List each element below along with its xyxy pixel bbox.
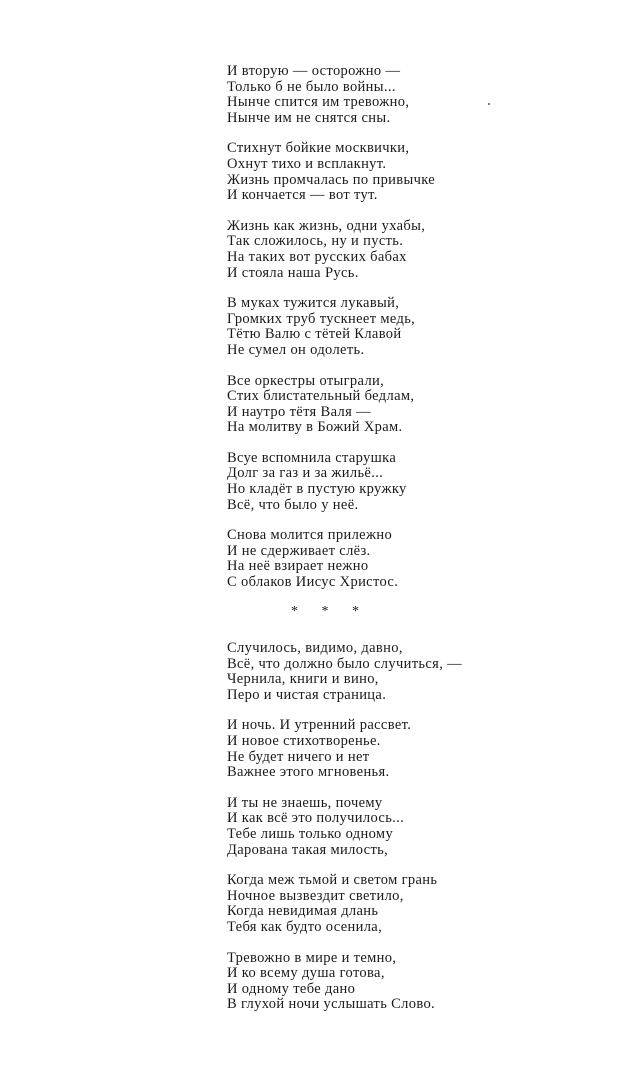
- stanza: [227, 796, 627, 858]
- verse-line: Не будет ничего и нет: [227, 748, 370, 765]
- verse-line: Стихнут бойкие москвички,: [227, 140, 410, 157]
- verse-line: Тётю Валю с тётей Клавой: [227, 326, 402, 343]
- verse-line: Чернила, книги и вино,: [227, 671, 379, 688]
- verse-line: Охнут тихо и всплакнут.: [227, 155, 387, 172]
- verse-line: Всё, что было у неё.: [227, 496, 359, 513]
- verse-line: Но кладёт в пустую кружку: [227, 481, 407, 498]
- verse-line: Так сложилось, ну и пусть.: [227, 233, 404, 250]
- verse-line: На молитву в Божий Храм.: [227, 419, 403, 436]
- verse-line: В муках тужится лукавый,: [227, 295, 400, 312]
- verse-line: Всё, что должно было случиться, —: [227, 655, 462, 672]
- verse-line: Дарована такая милость,: [227, 841, 389, 858]
- stanza: [227, 873, 627, 935]
- verse-line: Нынче им не снятся сны.: [227, 109, 391, 126]
- stanza: [227, 718, 627, 780]
- verse-line: Не сумел он одолеть.: [227, 341, 365, 358]
- verse-line: Нынче спится им тревожно,: [227, 94, 410, 111]
- verse-line: Всуе вспомнила старушка: [227, 449, 397, 466]
- verse-line: Все оркестры отыграли,: [227, 372, 385, 389]
- stanza: [227, 141, 627, 203]
- verse-line: В глухой ночи услышать Слово.: [227, 996, 436, 1013]
- verse-line: Случилось, видимо, давно,: [227, 640, 403, 656]
- verse-line: Тебя как будто осенила,: [227, 918, 383, 935]
- verse-line: Когда невидимая длань: [227, 903, 379, 920]
- stanza: [227, 451, 627, 513]
- verse-line: Долг за газ и за жильё...: [227, 465, 384, 482]
- verse-line: И одному тебе дано: [227, 980, 356, 997]
- stanza: [227, 64, 627, 126]
- verse-line: Жизнь как жизнь, одни ухабы,: [227, 217, 426, 234]
- verse-line: Громких труб тускнеет медь,: [227, 310, 416, 327]
- verse-line: С облаков Иисус Христос.: [227, 574, 399, 591]
- verse-line: Снова молится прилежно: [227, 527, 393, 544]
- verse-line: Перо и чистая страница.: [227, 686, 387, 703]
- verse-line: Когда меж тьмой и светом грань: [227, 872, 438, 889]
- stanza: [227, 296, 627, 358]
- verse-line: Важнее этого мгновенья.: [227, 764, 390, 781]
- verse-line: И стояла наша Русь.: [227, 264, 359, 281]
- verse-line: И ты не знаешь, почему: [227, 794, 383, 811]
- section-separator: * * *: [291, 604, 369, 619]
- verse-line: И новое стихотворенье.: [227, 732, 381, 749]
- poem-2: [227, 641, 627, 1028]
- stanza: [227, 641, 627, 703]
- verse-line: Тревожно в мире и темно,: [227, 949, 397, 966]
- verse-line: Стих блистательный бедлам,: [227, 388, 415, 405]
- stanza: [227, 951, 627, 1013]
- verse-line: И ночь. И утренний рассвет.: [227, 717, 412, 734]
- verse-line: И вторую — осторожно —: [227, 63, 401, 79]
- stanza: [227, 374, 627, 436]
- verse-line: Жизнь промчалась по привычке: [227, 171, 436, 188]
- verse-line: На таких вот русских бабах: [227, 248, 407, 265]
- poem-1: [227, 64, 627, 606]
- stanza: [227, 219, 627, 281]
- verse-line: На неё взирает нежно: [227, 558, 369, 575]
- verse-line: Только б не было войны...: [227, 78, 396, 95]
- stanza: [227, 528, 627, 590]
- verse-line: И как всё это получилось...: [227, 810, 405, 827]
- verse-line: И не сдерживает слёз.: [227, 542, 371, 559]
- verse-line: Ночное вызвездит светило,: [227, 887, 404, 904]
- verse-line: И ко всему душа готова,: [227, 965, 385, 982]
- verse-line: И кончается — вот тут.: [227, 187, 378, 204]
- verse-line: И наутро тётя Валя —: [227, 403, 371, 420]
- verse-line: Тебе лишь только одному: [227, 825, 394, 842]
